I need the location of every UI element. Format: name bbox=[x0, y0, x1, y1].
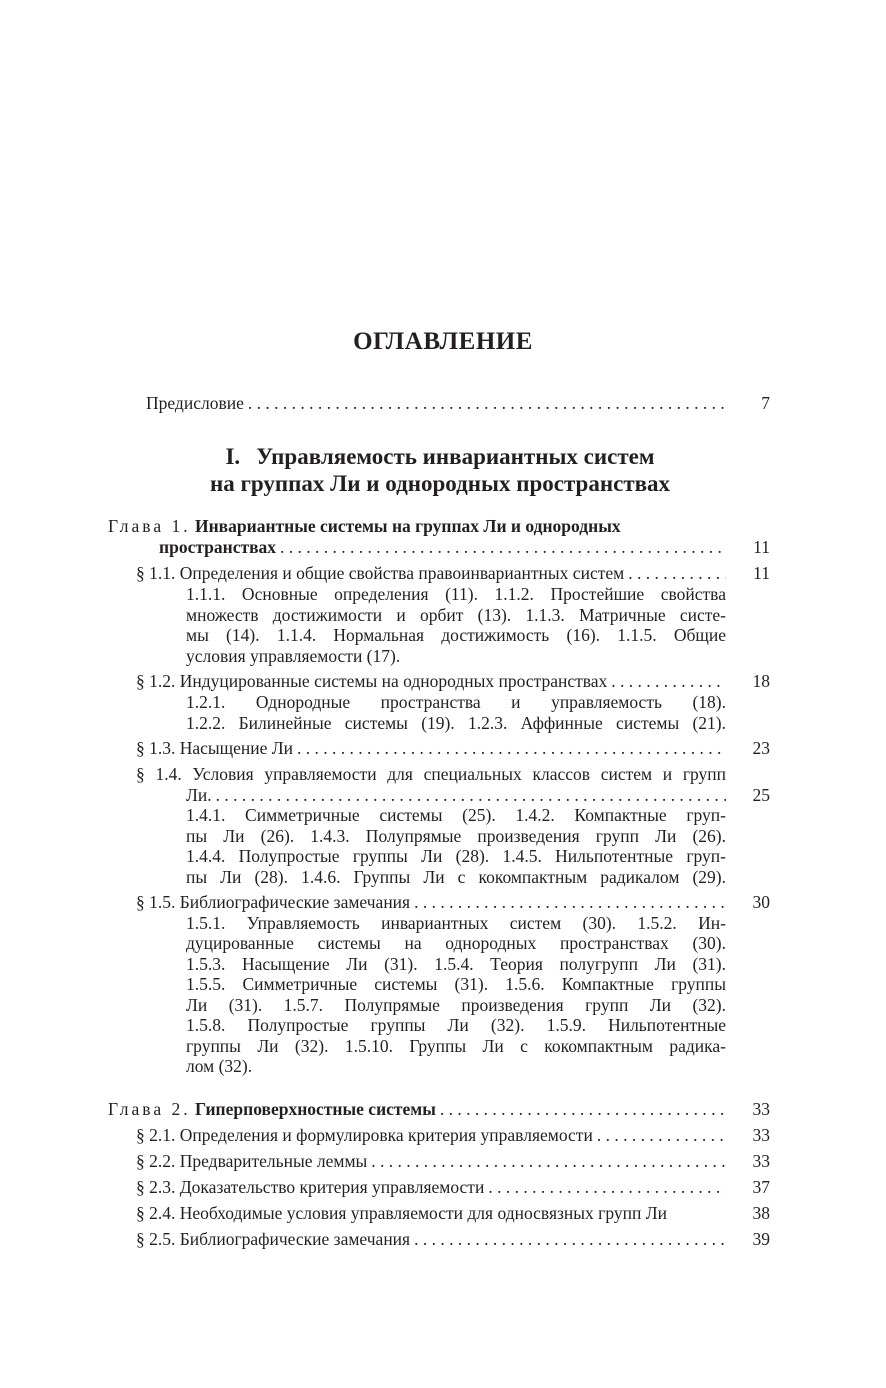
section-number: § 1.1. bbox=[136, 563, 176, 583]
section-2-4[interactable] bbox=[136, 1203, 726, 1224]
section-title: Условия управляемости для специальных классов систем и групп bbox=[192, 764, 727, 784]
section-1-5-page: 30 bbox=[752, 892, 770, 912]
section-2-5[interactable] bbox=[136, 1229, 726, 1250]
chapter-2-heading[interactable] bbox=[108, 1099, 726, 1120]
section-1-4-page: 25 bbox=[752, 784, 770, 805]
preface-label: Предисловие bbox=[146, 393, 244, 413]
section-2-2[interactable] bbox=[136, 1151, 726, 1172]
section-1-1-page: 11 bbox=[753, 563, 770, 583]
chapter-1-title-line2: пространствах bbox=[159, 537, 277, 557]
part-title bbox=[150, 443, 730, 497]
section-2-5-page: 39 bbox=[752, 1229, 770, 1249]
section-title: Библиографические замечания bbox=[179, 1229, 411, 1249]
section-title: Насыщение Ли bbox=[179, 738, 294, 758]
chapter-2-title: Гиперповерхностные системы bbox=[194, 1099, 436, 1119]
section-2-2-page: 33 bbox=[752, 1151, 770, 1171]
section-number: § 2.2. bbox=[136, 1151, 176, 1171]
section-title: Доказательство критерия управляемости bbox=[179, 1177, 485, 1197]
subsection-line: 1.5.8. Полупростые группы Ли (32). 1.5.9. Нильпотентные bbox=[186, 1015, 726, 1035]
subsection-line: 1.2.2. Билинейные системы (19). 1.2.3. Аффинные системы (21). bbox=[186, 712, 726, 733]
section-number: § 2.5. bbox=[136, 1229, 176, 1249]
section-1-3[interactable] bbox=[136, 738, 726, 759]
preface-page: 7 bbox=[761, 393, 770, 413]
part-number: I. bbox=[225, 444, 241, 469]
part-title-line2: на группах Ли и однородных пространствах bbox=[209, 471, 671, 496]
part-title-line1: Управляемость инвариантных систем bbox=[256, 444, 655, 469]
subsection-line: 1.5.1. Управляемость инвариантных систем (30). 1.5.2. Ин- bbox=[186, 912, 726, 933]
section-number: § 2.1. bbox=[136, 1125, 176, 1145]
subsection-line: 1.5.3. Насыщение Ли (31). 1.5.4. Теория полугрупп Ли (31). bbox=[186, 953, 726, 974]
chapter-1-title-line1: Инвариантные системы на группах Ли и однородных bbox=[194, 516, 621, 536]
section-2-3-page: 37 bbox=[752, 1177, 770, 1197]
section-2-4-page: 38 bbox=[752, 1203, 770, 1223]
section-number: § 1.4. bbox=[136, 764, 182, 784]
section-1-4[interactable] bbox=[136, 764, 726, 785]
subsection-line: дуцированные системы на однородных пространствах (30). bbox=[186, 933, 726, 953]
section-title: Определения и общие свойства правоинвариантных систем bbox=[179, 563, 625, 583]
chapter-2-page: 33 bbox=[752, 1099, 770, 1119]
section-2-3[interactable] bbox=[136, 1177, 726, 1198]
chapter-1-heading[interactable] bbox=[108, 516, 726, 537]
section-title: Определения и формулировка критерия управляемости bbox=[179, 1125, 593, 1145]
section-2-1[interactable] bbox=[136, 1125, 726, 1146]
toc-entry-preface[interactable] bbox=[146, 393, 726, 414]
subsection-line: Ли (31). 1.5.7. Полупрямые произведения групп Ли (32). bbox=[186, 994, 726, 1015]
subsection-line: пы Ли (28). 1.4.6. Группы Ли с кокомпактным радикалом (29). bbox=[186, 866, 726, 887]
section-1-3-page: 23 bbox=[752, 738, 770, 758]
subsection-line: множеств достижимости и орбит (13). 1.1.3. Матричные систе- bbox=[186, 604, 726, 625]
chapter-2-prefix: Глава 2. bbox=[108, 1099, 191, 1119]
section-title: Необходимые условия управляемости для односвязных групп Ли bbox=[179, 1203, 667, 1223]
subsection-line: 1.4.1. Симметричные системы (25). 1.4.2. Компактные груп- bbox=[186, 805, 726, 825]
section-number: § 2.4. bbox=[136, 1203, 176, 1223]
subsection-line: лом (32). bbox=[186, 1056, 253, 1076]
subsection-line: пы Ли (26). 1.4.3. Полупрямые произведения групп Ли (26). bbox=[186, 825, 726, 846]
section-number: § 2.3. bbox=[136, 1177, 176, 1197]
section-1-2[interactable] bbox=[136, 671, 726, 692]
subsection-line: 1.1.1. Основные определения (11). 1.1.2. Простейшие свойства bbox=[186, 584, 726, 604]
section-number: § 1.3. bbox=[136, 738, 176, 758]
section-number: § 1.5. bbox=[136, 892, 176, 912]
section-number: § 1.2. bbox=[136, 671, 176, 691]
subsection-line: группы Ли (32). 1.5.10. Группы Ли с кокомпактным радика- bbox=[186, 1035, 726, 1056]
subsection-line: мы (14). 1.1.4. Нормальная достижимость (16). 1.1.5. Общие bbox=[186, 625, 726, 645]
section-1-5[interactable] bbox=[136, 892, 726, 913]
section-title: Библиографические замечания bbox=[179, 892, 411, 912]
section-1-2-page: 18 bbox=[752, 671, 770, 691]
subsection-line: 1.2.1. Однородные пространства и управляемость (18). bbox=[186, 692, 726, 712]
section-2-1-page: 33 bbox=[752, 1125, 770, 1145]
section-title-cont: Ли. bbox=[186, 784, 212, 805]
subsection-line: 1.5.5. Симметричные системы (31). 1.5.6. Компактные группы bbox=[186, 974, 726, 994]
chapter-1-page: 11 bbox=[753, 537, 770, 557]
section-title: Предварительные леммы bbox=[179, 1151, 368, 1171]
chapter-1-heading-line2[interactable] bbox=[159, 537, 726, 558]
subsection-line: 1.4.4. Полупростые группы Ли (28). 1.4.5. Нильпотентные груп- bbox=[186, 846, 726, 866]
section-1-1[interactable] bbox=[136, 563, 726, 584]
section-1-4-line2[interactable] bbox=[186, 785, 726, 806]
chapter-1-prefix: Глава 1. bbox=[108, 516, 191, 536]
page-title: ОГЛАВЛЕНИЕ bbox=[353, 328, 533, 355]
section-title: Индуцированные системы на однородных пространствах bbox=[179, 671, 608, 691]
subsection-line: условия управляемости (17). bbox=[186, 645, 401, 666]
